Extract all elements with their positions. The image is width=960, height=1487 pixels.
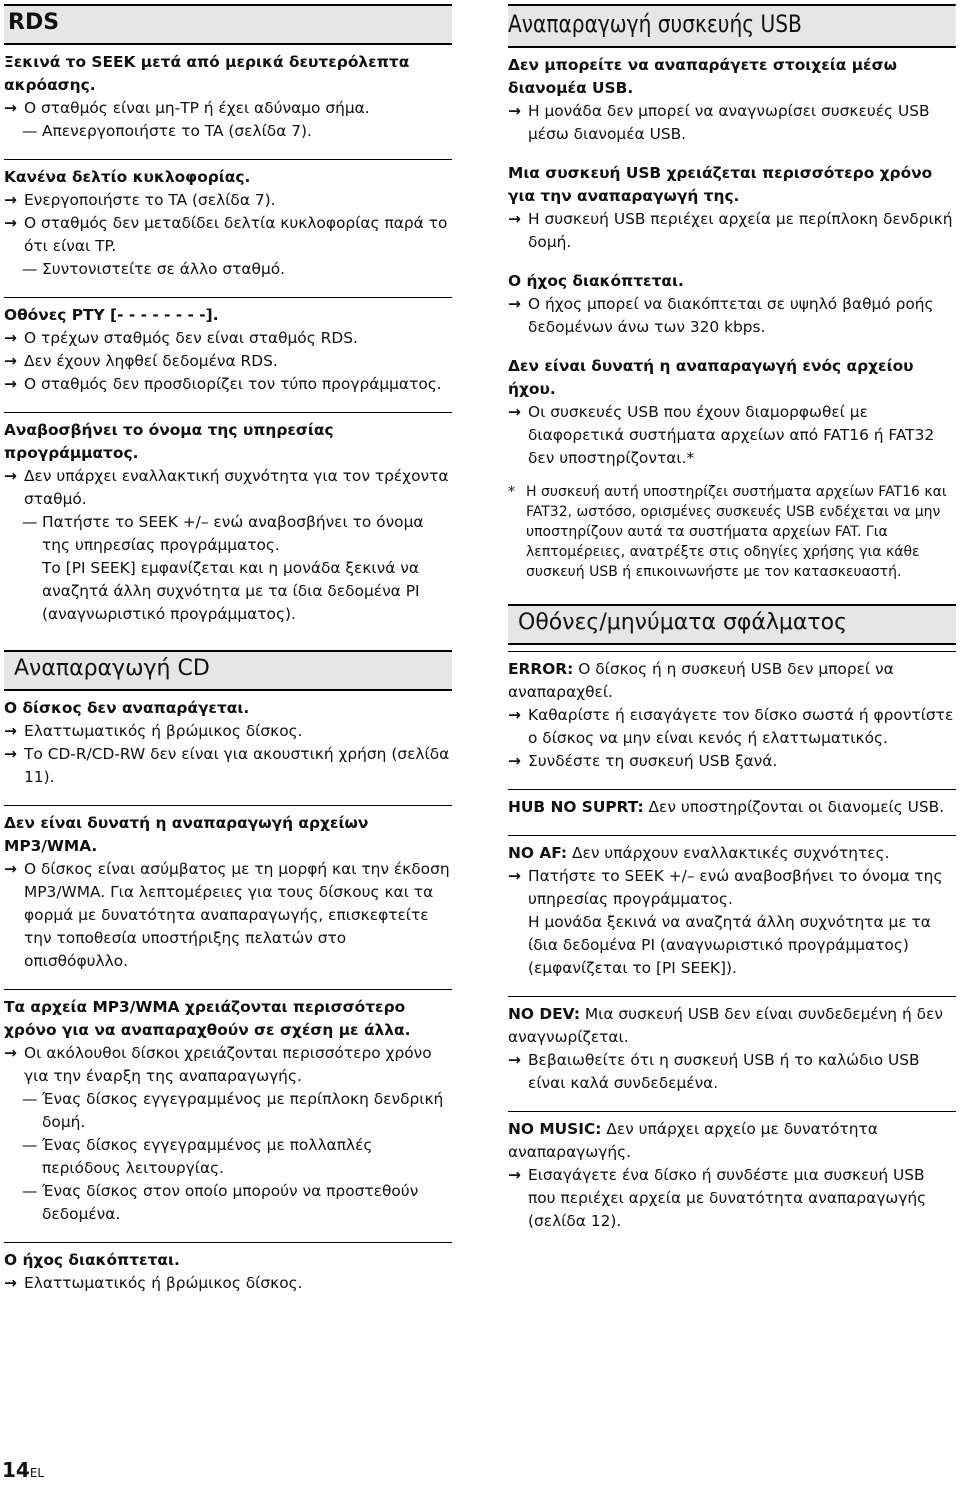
error-message-item — [508, 789, 956, 819]
page-language-suffix: EL — [29, 1466, 45, 1480]
cause-line: → Ο τρέχων σταθμός δεν είναι σταθμός RDS. — [4, 327, 452, 350]
cause-line: → Βεβαιωθείτε ότι η συσκευή USB ή το καλώδιο USB είναι καλά συνδεδεμένα. — [508, 1049, 956, 1095]
error-description: Ο δίσκος ή η συσκευή USB δεν μπορεί να αναπαραχθεί. — [508, 660, 894, 701]
error-message-list — [508, 651, 956, 1233]
symptom-title: Ο δίσκος δεν αναπαράγεται. — [4, 699, 250, 717]
cause-line: → Εισαγάγετε ένα δίσκο ή συνδέστε μια συσκευή USB που περιέχει αρχεία με δυνατότητα αναπαραγωγής (σελίδα 12). — [508, 1164, 956, 1233]
symptom-title: Οθόνες PTY [- - - - - - - -]. — [4, 306, 219, 324]
cause-line: → Δεν υπάρχει εναλλακτική συχνότητα για τον τρέχοντα σταθμό. — [4, 465, 452, 511]
usb-footnote — [508, 482, 956, 582]
trouble-item — [4, 412, 452, 626]
symptom-title: Δεν είναι δυνατή η αναπαραγωγή αρχείων MP3/WMA. — [4, 814, 369, 855]
trouble-item — [4, 805, 452, 973]
page-number — [2, 1458, 44, 1482]
symptom-title: Αναβοσβήνει το όνομα της υπηρεσίας προγράμματος. — [4, 421, 334, 462]
section-heading-rds: RDS — [4, 4, 452, 45]
error-code: ERROR: — [508, 660, 574, 678]
symptom-title: Δεν είναι δυνατή η αναπαραγωγή ενός αρχείου ήχου. — [508, 357, 914, 398]
error-description: Δεν υποστηρίζονται οι διανομείς USB. — [648, 798, 945, 816]
note-line: Η μονάδα ξεκινά να αναζητά άλλη συχνότητα με τα ίδια δεδομένα PI (αναγνωριστικό προγράμματος) (εμφανίζεται το [PI SEEK]). — [528, 913, 931, 977]
error-code: NO MUSIC: — [508, 1120, 602, 1138]
symptom-title: Ο ήχος διακόπτεται. — [508, 272, 684, 290]
error-message-line — [508, 1118, 956, 1164]
error-message-line — [508, 796, 956, 819]
cause-line: → Ελαττωματικός ή βρώμικος δίσκος. — [4, 1272, 452, 1295]
error-description: Δεν υπάρχει αρχείο με δυνατότητα αναπαραγωγής. — [508, 1120, 878, 1161]
error-message-item — [508, 996, 956, 1095]
footnote-text: Η συσκευή αυτή υποστηρίζει συστήματα αρχείων FAT16 και FAT32, ωστόσο, ορισμένες συσκευές USB ενδέχεται να μην υποστηρίζουν αυτά τα συστήματα αρχείων FAT. Για λεπτομέρειες, ανατρέξτε στις οδηγίες χρήσης για κάθε συσκευή USB ή επικοινωνήστε με τον κατασκευαστή. — [526, 484, 947, 580]
error-code: NO AF: — [508, 844, 568, 862]
trouble-item — [508, 54, 956, 146]
right-column — [508, 4, 956, 1233]
trouble-item — [4, 51, 452, 143]
error-description: Μια συσκευή USB δεν είναι συνδεδεμένη ή δεν αναγνωρίζεται. — [508, 1005, 943, 1046]
footnote-mark: * — [508, 484, 515, 500]
section-heading-cd-playback: Αναπαραγωγή CD — [4, 650, 452, 691]
error-message-item — [508, 651, 956, 773]
cause-line: → Η συσκευή USB περιέχει αρχεία με περίπλοκη δενδρική δομή. — [508, 208, 956, 254]
symptom-title: Κανένα δελτίο κυκλοφορίας. — [4, 168, 251, 186]
remedy-line: — Ένας δίσκος εγγεγραμμένος με πολλαπλές περιόδους λειτουργίας. — [4, 1134, 452, 1180]
cause-line: → Πατήστε το SEEK +/– ενώ αναβοσβήνει το όνομα της υπηρεσίας προγράμματος. — [508, 865, 956, 911]
cause-line: → Ο σταθμός είναι μη-TP ή έχει αδύναμο σήμα. — [4, 97, 452, 120]
cause-line: → Ενεργοποιήστε το TA (σελίδα 7). — [4, 189, 452, 212]
cause-line: → Ο δίσκος είναι ασύμβατος με τη μορφή και την έκδοση MP3/WMA. Για λεπτομέρειες για τους δίσκους και τα φορμά με δυνατότητα αναπαραγωγής, επισκεφτείτε την τοποθεσία υποστήριξης πελατών στο οπισθόφυλλο. — [4, 858, 452, 973]
cause-line: → Ο σταθμός δεν μεταδίδει δελτία κυκλοφορίας παρά το ότι είναι TP. — [4, 212, 452, 258]
trouble-item — [4, 697, 452, 789]
usb-trouble-list — [508, 54, 956, 470]
remedy-line: — Συντονιστείτε σε άλλο σταθμό. — [4, 258, 452, 281]
note-line: Το [PI SEEK] εμφανίζεται και η μονάδα ξεκινά να αναζητά άλλη συχνότητα με τα ίδια δεδομένα PI (αναγνωριστικό προγράμματος). — [42, 559, 420, 623]
error-code: HUB NO SUPRT: — [508, 798, 644, 816]
remedy-line: — Απενεργοποιήστε το TA (σελίδα 7). — [4, 120, 452, 143]
error-message-line — [508, 658, 956, 704]
cause-line: → Ο ήχος μπορεί να διακόπτεται σε υψηλό βαθμό ροής δεδομένων άνω των 320 kbps. — [508, 293, 956, 339]
trouble-item — [508, 270, 956, 339]
error-message-line — [508, 1003, 956, 1049]
error-message-line — [508, 842, 956, 865]
cause-line: → Οι ακόλουθοι δίσκοι χρειάζονται περισσότερο χρόνο για την έναρξη της αναπαραγωγής. — [4, 1042, 452, 1088]
page-number-value: 14 — [2, 1458, 30, 1482]
cause-line: → Οι συσκευές USB που έχουν διαμορφωθεί με διαφορετικά συστήματα αρχείων από FAT16 ή FAT32 δεν υποστηρίζονται.* — [508, 401, 956, 470]
trouble-item — [4, 989, 452, 1226]
error-description: Δεν υπάρχουν εναλλακτικές συχνότητες. — [571, 844, 890, 862]
trouble-item — [4, 159, 452, 281]
cause-line: → Δεν έχουν ληφθεί δεδομένα RDS. — [4, 350, 452, 373]
left-column — [4, 4, 452, 1295]
symptom-title: Δεν μπορείτε να αναπαράγετε στοιχεία μέσω διανομέα USB. — [508, 56, 897, 97]
symptom-title: Τα αρχεία MP3/WMA χρειάζονται περισσότερο χρόνο για να αναπαραχθούν σε σχέση με άλλα. — [4, 998, 411, 1039]
symptom-title: Ο ήχος διακόπτεται. — [4, 1251, 180, 1269]
cause-line: → Η μονάδα δεν μπορεί να αναγνωρίσει συσκευές USB μέσω διανομέα USB. — [508, 100, 956, 146]
error-code: NO DEV: — [508, 1005, 580, 1023]
trouble-item — [4, 1242, 452, 1295]
remedy-line: — Ένας δίσκος εγγεγραμμένος με περίπλοκη δενδρική δομή. — [4, 1088, 452, 1134]
remedy-line: — Πατήστε το SEEK +/– ενώ αναβοσβήνει το όνομα της υπηρεσίας προγράμματος. — [4, 511, 452, 557]
error-message-item — [508, 835, 956, 980]
cause-line: → Συνδέστε τη συσκευή USB ξανά. — [508, 750, 956, 773]
cause-line: → Ο σταθμός δεν προσδιορίζει τον τύπο προγράμματος. — [4, 373, 452, 396]
error-message-item — [508, 1111, 956, 1233]
cause-line: → Καθαρίστε ή εισαγάγετε τον δίσκο σωστά ή φροντίστε ο δίσκος να μην είναι κενός ή ελαττωματικός. — [508, 704, 956, 750]
trouble-item — [508, 355, 956, 470]
cause-line: → Το CD-R/CD-RW δεν είναι για ακουστική χρήση (σελίδα 11). — [4, 743, 452, 789]
trouble-item — [4, 297, 452, 396]
rds-trouble-list — [4, 51, 452, 626]
trouble-item — [508, 162, 956, 254]
remedy-line: — Ένας δίσκος στον οποίο μπορούν να προστεθούν δεδομένα. — [4, 1180, 452, 1226]
section-heading-error-messages: Οθόνες/μηνύματα σφάλματος — [508, 604, 956, 645]
symptom-title: Ξεκινά το SEEK μετά από μερικά δευτερόλεπτα ακρόασης. — [4, 53, 410, 94]
cd-trouble-list — [4, 697, 452, 1295]
symptom-title: Μια συσκευή USB χρειάζεται περισσότερο χρόνο για την αναπαραγωγή της. — [508, 164, 933, 205]
section-heading-usb-playback: Αναπαραγωγή συσκευής USB — [508, 4, 956, 48]
cause-line: → Ελαττωματικός ή βρώμικος δίσκος. — [4, 720, 452, 743]
